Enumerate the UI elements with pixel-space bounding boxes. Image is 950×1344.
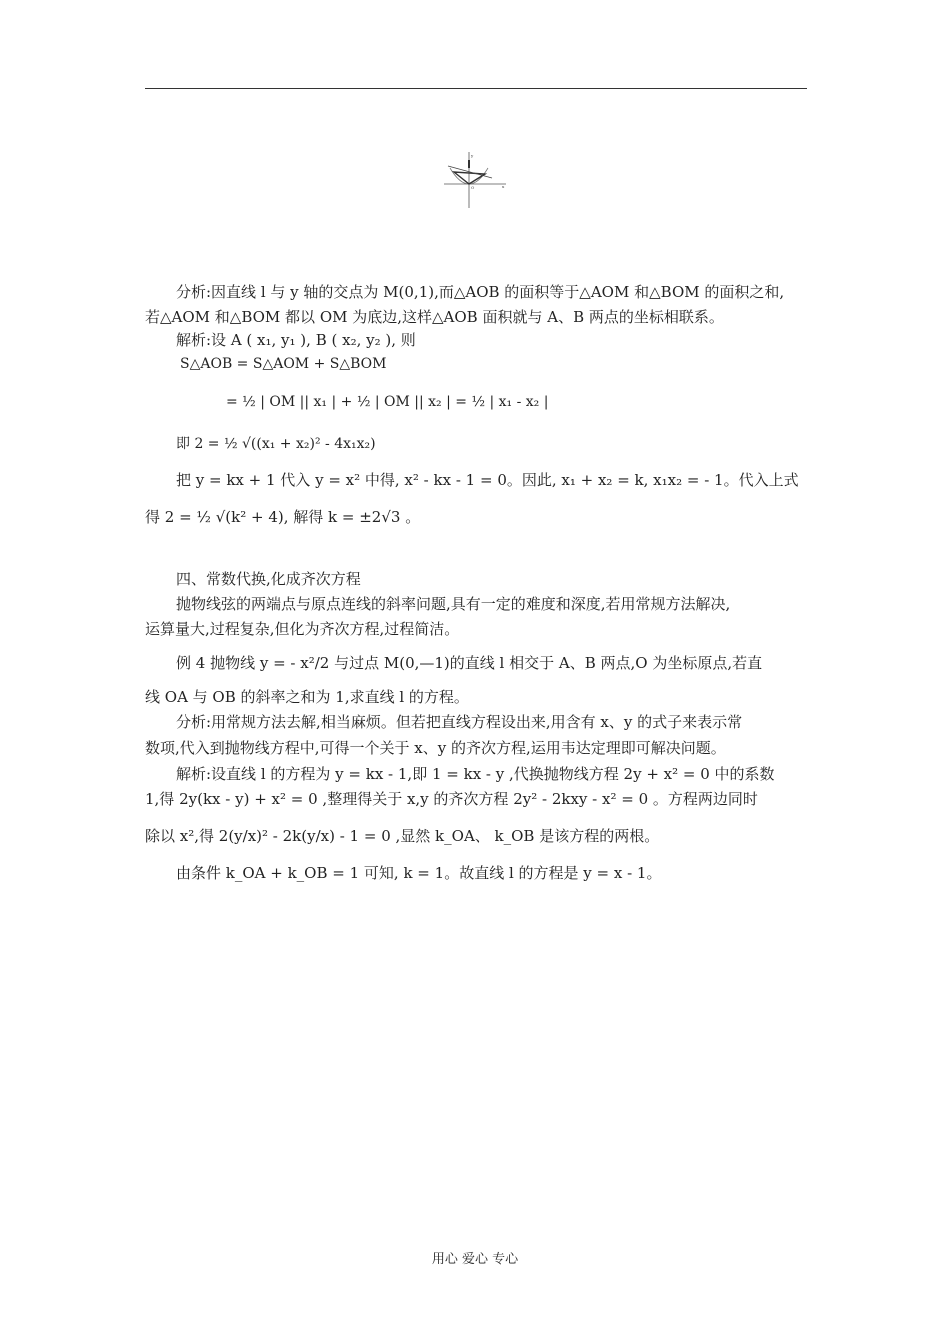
solution1-line1: 解析:设 A ( x₁, y₁ ), B ( x₂, y₂ ), 则	[176, 331, 416, 349]
page-footer: 用心 爱心 专心	[431, 1252, 519, 1267]
substitution-line2: 得 2 = ½ √(k² + 4), 解得 k = ±2√3 。	[145, 508, 421, 526]
equation-area-expand: = ½ | OM || x₁ | + ½ | OM || x₂ | = ½ | x₁ - x₂ |	[226, 394, 549, 410]
example4-line2: 线 OA 与 OB 的斜率之和为 1,求直线 l 的方程。	[145, 688, 469, 706]
analysis4-line1: 分析:用常规方法去解,相当麻烦。但若把直线方程设出来,用含有 x、y 的式子来表示常	[176, 713, 743, 731]
equation-area-root: 即 2 = ½ √((x₁ + x₂)² - 4x₁x₂)	[176, 436, 376, 452]
svg-text:y: y	[471, 153, 474, 158]
section4-line1: 抛物线弦的两端点与原点连线的斜率问题,具有一定的难度和深度,若用常规方法解决,	[176, 595, 731, 613]
section4-title: 四、常数代换,化成齐次方程	[176, 570, 361, 588]
solution4-line3: 除以 x²,得 2(y/x)² - 2k(y/x) - 1 = 0 ,显然 k_OA、 k_OB 是该方程的两根。	[145, 827, 660, 845]
solution4-line2: 1,得 2y(kx - y) + x² = 0 ,整理得关于 x,y 的齐次方程 2y² - 2kxy - x² = 0 。方程两边同时	[145, 790, 758, 808]
analysis4-line2: 数项,代入到抛物线方程中,可得一个关于 x、y 的齐次方程,运用韦达定理即可解决问题。	[145, 739, 726, 757]
analysis1-line2: 若△AOM 和△BOM 都以 OM 为底边,这样△AOB 面积就与 A、B 两点的坐标相联系。	[145, 308, 724, 326]
svg-text:x: x	[502, 184, 505, 189]
substitution-line1: 把 y = kx + 1 代入 y = x² 中得, x² - kx - 1 = 0。因此, x₁ + x₂ = k, x₁x₂ = - 1。代入上式	[176, 471, 799, 489]
conclusion-line: 由条件 k_OA + k_OB = 1 可知, k = 1。故直线 l 的方程是 y = x - 1。	[176, 864, 662, 882]
coordinate-figure	[440, 148, 510, 210]
example4-line1: 例 4 抛物线 y = - x²/2 与过点 M(0,—1)的直线 l 相交于 A、B 两点,O 为坐标原点,若直	[176, 654, 763, 672]
solution4-line1: 解析:设直线 l 的方程为 y = kx - 1,即 1 = kx - y ,代换抛物线方程 2y + x² = 0 中的系数	[176, 765, 775, 783]
analysis1-line1: 分析:因直线 l 与 y 轴的交点为 M(0,1),而△AOB 的面积等于△AOM 和△BOM 的面积之和,	[176, 283, 785, 301]
section4-line2: 运算量大,过程复杂,但化为齐次方程,过程简洁。	[145, 620, 460, 638]
svg-text:O: O	[471, 185, 475, 190]
equation-area-sum: S△AOB = S△AOM + S△BOM	[180, 356, 387, 372]
header-rule	[145, 88, 807, 89]
